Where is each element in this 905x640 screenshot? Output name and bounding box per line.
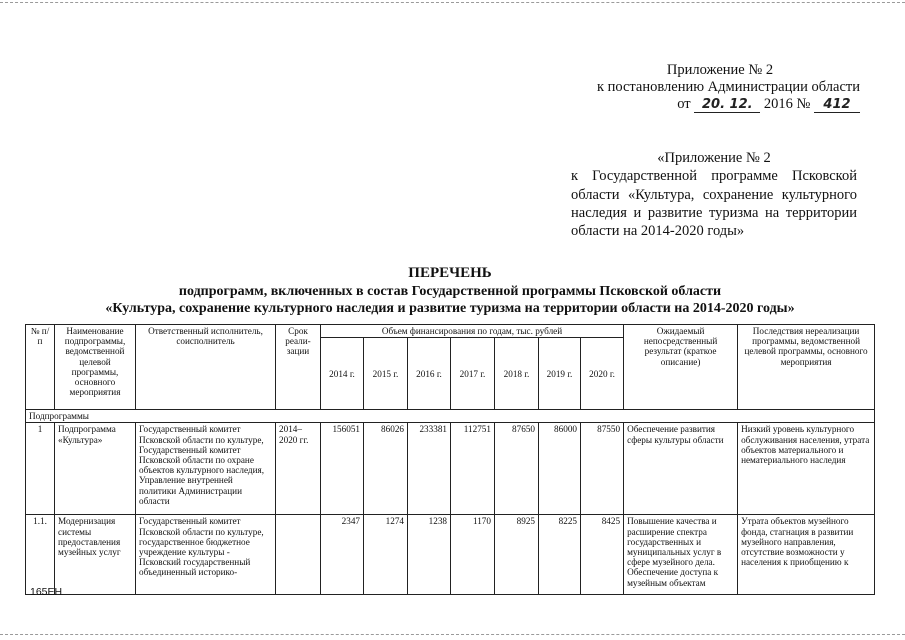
header-consequences: Последствия нереализации программы, ведомственной целевой программы, основного мероприятия [738,325,875,410]
handwritten-date: 20. 12. [694,98,760,113]
scan-top-edge [0,2,905,3]
row-result: Обеспечение развития сферы культуры области [624,423,738,515]
row-value: 87550 [581,423,624,515]
header-num: № п/п [26,325,55,410]
handwritten-number: 412 [814,98,860,113]
document-title: ПЕРЕЧЕНЬ [408,265,492,281]
row-value: 8425 [581,515,624,595]
row-value: 8225 [539,515,581,595]
header-year: 2015 г. [364,338,408,410]
row-value: 1238 [408,515,451,595]
header-year: 2016 г. [408,338,451,410]
header-year: 2014 г. [321,338,364,410]
row-value: 233381 [408,423,451,515]
row-term: 2014–2020 гг. [276,423,321,515]
year-number-label: 2016 № [763,96,811,112]
row-value: 156051 [321,423,364,515]
row-term [276,515,321,595]
table-row [26,423,875,515]
row-consequences: Утрата объектов музейного фонда, стагнация в развитии музейного направления, отсутствие возможности у населения к приобщению к [738,515,875,595]
header-funding: Объем финансирования по годам, тыс. рублей [321,325,624,338]
program-name: «Культура, сохранение культурного наследия и развитие туризма на территории области на 2014-2020 годы» [105,301,795,316]
header-year: 2020 г. [581,338,624,410]
row-consequences: Низкий уровень культурного обслуживания населения, утрата объектов материального и нематериального наследия [738,423,875,515]
appendix-date-line [560,96,860,113]
header-term: Срок реали-зации [276,325,321,410]
program-appendix-note [571,149,857,240]
program-appendix-title: «Приложение № 2 [657,150,771,166]
subprograms-table [25,324,875,595]
row-value: 2347 [321,515,364,595]
row-value: 8925 [495,515,539,595]
row-name: Модернизация системы предоставления музейных услуг [55,515,136,595]
from-label: от [677,96,691,112]
row-responsible: Государственный комитет Псковской области по культуре, государственное бюджетное учреждение культуры - Псковский государственный объединенный историко- [136,515,276,595]
document-subtitle: подпрограмм, включенных в состав Государственной программы Псковской области [178,284,722,299]
appendix-title: Приложение № 2 [666,62,774,78]
row-value: 1170 [451,515,495,595]
row-value: 1274 [364,515,408,595]
header-responsible: Ответственный исполнитель, соисполнитель [136,325,276,410]
row-value: 86000 [539,423,581,515]
row-value: 86026 [364,423,408,515]
row-result: Повышение качества и расширение спектра государственных и муниципальных услуг в сфере музейного дела. Обеспечение доступа к музейным объектам [624,515,738,595]
appendix-header [560,62,860,113]
header-year: 2018 г. [495,338,539,410]
row-value: 112751 [451,423,495,515]
section-row: Подпрограммы [26,410,875,423]
header-result: Ожидаемый непосредственный результат (краткое описание) [624,325,738,410]
scan-bottom-edge [0,634,905,635]
appendix-decree-line: к постановлению Администрации области [596,79,860,95]
table-row [26,515,875,595]
row-responsible: Государственный комитет Псковской области по культуре, Государственный комитет Псковской области по охране объектов культурного наследия, Управление внутренней политики Администрации области [136,423,276,515]
header-year: 2017 г. [451,338,495,410]
row-name: Подпрограмма «Культура» [55,423,136,515]
document-code: 165ЕН [30,586,63,598]
row-num: 1 [26,423,55,515]
header-year: 2019 г. [539,338,581,410]
row-value: 87650 [495,423,539,515]
header-name: Наименование подпрограммы, ведомственной целевой программы, основного мероприятия [55,325,136,410]
row-num: 1.1. [26,515,55,595]
program-appendix-body: к Государственной программе Псковской области «Культура, сохранение культурного наследия и развитие туризма на территории области на 2014-2020 годы» [571,168,857,240]
